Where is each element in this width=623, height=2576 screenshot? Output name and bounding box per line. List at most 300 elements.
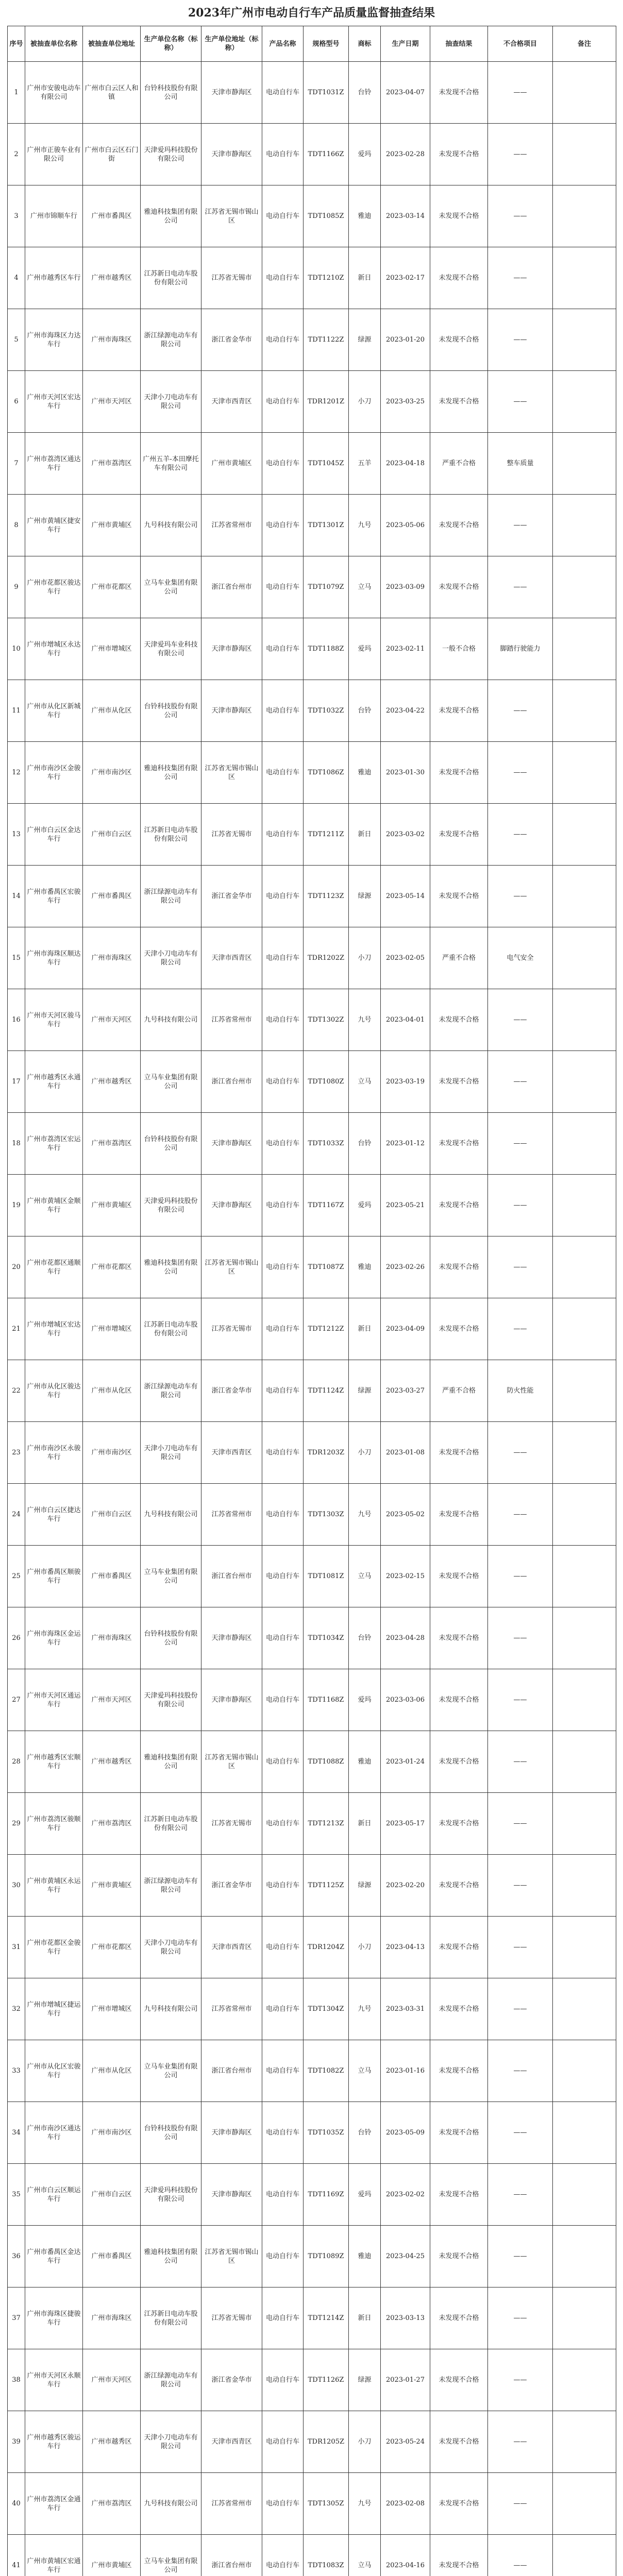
- table-cell: 20: [8, 1236, 25, 1298]
- table-cell: 天津市静海区: [201, 62, 262, 124]
- table-cell: 江苏省常州市: [201, 1978, 262, 2040]
- table-row: [8, 1978, 616, 2040]
- table-row: [8, 2411, 616, 2473]
- table-cell: 浙江绿源电动车有限公司: [141, 1360, 201, 1422]
- table-cell: TDT1126Z: [304, 2349, 349, 2411]
- table-cell: TDT1166Z: [304, 124, 349, 185]
- table-cell: 31: [8, 1917, 25, 1978]
- table-cell: 电动自行车: [262, 1360, 304, 1422]
- table-cell: TDT1188Z: [304, 618, 349, 680]
- table-cell: [553, 804, 616, 866]
- table-cell: 广州市白云区金达车行: [25, 804, 83, 866]
- table-cell: 电动自行车: [262, 2535, 304, 2576]
- table-cell: 电动自行车: [262, 62, 304, 124]
- table-cell: 36: [8, 2226, 25, 2287]
- table-cell: 广州市南沙区永骏车行: [25, 1422, 83, 1484]
- table-cell: 天津爱玛车业科技有限公司: [141, 618, 201, 680]
- table-cell: TDT1034Z: [304, 1607, 349, 1669]
- table-cell: ——: [488, 2349, 553, 2411]
- table-cell: [553, 2349, 616, 2411]
- table-cell: 天津小刀电动车有限公司: [141, 371, 201, 433]
- table-row: [8, 556, 616, 618]
- table-cell: 电动自行车: [262, 433, 304, 495]
- table-cell: 江苏省无锡市: [201, 2287, 262, 2349]
- table-cell: 广州市黄埔区: [83, 2535, 141, 2576]
- table-cell: 广州市南沙区通达车行: [25, 2102, 83, 2164]
- table-cell: 广州市从化区: [83, 680, 141, 742]
- table-cell: [553, 2040, 616, 2102]
- table-cell: [553, 1669, 616, 1731]
- table-cell: 五羊: [349, 433, 381, 495]
- table-cell: TDT1035Z: [304, 2102, 349, 2164]
- table-cell: 2023-05-24: [381, 2411, 430, 2473]
- header-cell: 生产单位地址（标称）: [201, 26, 262, 62]
- table-cell: TDT1212Z: [304, 1298, 349, 1360]
- table-cell: 雅迪: [349, 2226, 381, 2287]
- table-cell: 2023-04-28: [381, 1607, 430, 1669]
- table-cell: 雅迪科技集团有限公司: [141, 742, 201, 804]
- table-cell: 2023-03-13: [381, 2287, 430, 2349]
- table-cell: 电动自行车: [262, 866, 304, 927]
- table-cell: [553, 1051, 616, 1113]
- table-cell: ——: [488, 2102, 553, 2164]
- table-cell: 广州市番禺区金达车行: [25, 2226, 83, 2287]
- table-cell: 广州市荔湾区宏运车行: [25, 1113, 83, 1175]
- table-cell: 未发现不合格: [430, 680, 488, 742]
- table-cell: [553, 124, 616, 185]
- table-cell: 浙江省台州市: [201, 556, 262, 618]
- table-cell: 未发现不合格: [430, 1484, 488, 1546]
- table-cell: [553, 1298, 616, 1360]
- table-cell: 2023-03-14: [381, 185, 430, 247]
- table-cell: 浙江绿源电动车有限公司: [141, 1855, 201, 1917]
- table-cell: 广州市天河区宏达车行: [25, 371, 83, 433]
- table-cell: 电动自行车: [262, 1978, 304, 2040]
- table-cell: 未发现不合格: [430, 247, 488, 309]
- table-cell: 未发现不合格: [430, 989, 488, 1051]
- table-cell: 电动自行车: [262, 495, 304, 556]
- table-cell: 2023-03-06: [381, 1669, 430, 1731]
- table-cell: ——: [488, 495, 553, 556]
- table-cell: TDT1168Z: [304, 1669, 349, 1731]
- table-cell: 九号科技有限公司: [141, 2473, 201, 2535]
- table-cell: 立马车业集团有限公司: [141, 2040, 201, 2102]
- table-row: [8, 1917, 616, 1978]
- table-row: [8, 2102, 616, 2164]
- table-cell: ——: [488, 62, 553, 124]
- table-cell: ——: [488, 1917, 553, 1978]
- table-cell: 广州市天河区: [83, 2349, 141, 2411]
- table-row: [8, 2287, 616, 2349]
- table-row: [8, 1546, 616, 1607]
- table-cell: 电动自行车: [262, 309, 304, 371]
- table-cell: 广州市从化区骏达车行: [25, 1360, 83, 1422]
- table-cell: 立马车业集团有限公司: [141, 2535, 201, 2576]
- table-row: [8, 1855, 616, 1917]
- table-cell: 天津市静海区: [201, 1607, 262, 1669]
- table-cell: 天津爱玛科技股份有限公司: [141, 124, 201, 185]
- table-cell: 天津市静海区: [201, 124, 262, 185]
- table-cell: ——: [488, 309, 553, 371]
- table-cell: [553, 866, 616, 927]
- table-cell: 绿源: [349, 866, 381, 927]
- table-cell: 电动自行车: [262, 1484, 304, 1546]
- table-cell: 电动自行车: [262, 2040, 304, 2102]
- table-cell: [553, 2535, 616, 2576]
- table-cell: 广州市从化区: [83, 1360, 141, 1422]
- table-cell: 台铃: [349, 62, 381, 124]
- header-cell: 商标: [349, 26, 381, 62]
- table-cell: 九号: [349, 495, 381, 556]
- table-cell: 电动自行车: [262, 1422, 304, 1484]
- table-cell: 5: [8, 309, 25, 371]
- table-cell: 广州市天河区永顺车行: [25, 2349, 83, 2411]
- table-row: [8, 1298, 616, 1360]
- table-cell: 广州市越秀区骏运车行: [25, 2411, 83, 2473]
- table-cell: 新日: [349, 2287, 381, 2349]
- table-row: [8, 495, 616, 556]
- table-cell: 江苏省无锡市: [201, 1793, 262, 1855]
- table-cell: 江苏省无锡市锡山区: [201, 1236, 262, 1298]
- table-cell: ——: [488, 1236, 553, 1298]
- table-row: [8, 804, 616, 866]
- table-cell: 2023-01-16: [381, 2040, 430, 2102]
- table-cell: 立马车业集团有限公司: [141, 1051, 201, 1113]
- table-cell: 2023-03-25: [381, 371, 430, 433]
- table-row: [8, 2226, 616, 2287]
- table-cell: 江苏省无锡市: [201, 1298, 262, 1360]
- table-cell: 浙江绿源电动车有限公司: [141, 2349, 201, 2411]
- table-cell: ——: [488, 804, 553, 866]
- table-cell: 电动自行车: [262, 2102, 304, 2164]
- table-cell: 江苏省无锡市锡山区: [201, 185, 262, 247]
- table-cell: 台铃: [349, 680, 381, 742]
- table-cell: 广州市锦顺车行: [25, 185, 83, 247]
- table-cell: [553, 1175, 616, 1236]
- table-cell: ——: [488, 185, 553, 247]
- table-cell: 小刀: [349, 371, 381, 433]
- table-cell: 未发现不合格: [430, 2164, 488, 2226]
- table-cell: [553, 927, 616, 989]
- table-cell: ——: [488, 1669, 553, 1731]
- table-cell: 电动自行车: [262, 371, 304, 433]
- table-cell: [553, 1236, 616, 1298]
- table-cell: 6: [8, 371, 25, 433]
- table-cell: 广州市从化区新城车行: [25, 680, 83, 742]
- table-cell: 未发现不合格: [430, 1607, 488, 1669]
- header-cell: 规格型号: [304, 26, 349, 62]
- table-cell: 2023-02-20: [381, 1855, 430, 1917]
- table-cell: 未发现不合格: [430, 185, 488, 247]
- table-cell: 广州市增城区: [83, 618, 141, 680]
- table-cell: 电动自行车: [262, 804, 304, 866]
- table-cell: 台铃科技股份有限公司: [141, 62, 201, 124]
- table-cell: 电动自行车: [262, 556, 304, 618]
- table-cell: 2023-05-09: [381, 2102, 430, 2164]
- table-row: [8, 1731, 616, 1793]
- table-cell: 广州市黄埔区: [83, 1175, 141, 1236]
- table-cell: 2023-05-17: [381, 1793, 430, 1855]
- table-cell: 2023-04-09: [381, 1298, 430, 1360]
- table-cell: 九号科技有限公司: [141, 495, 201, 556]
- table-cell: 电动自行车: [262, 1607, 304, 1669]
- table-cell: 新日: [349, 1298, 381, 1360]
- table-cell: ——: [488, 556, 553, 618]
- table-cell: 未发现不合格: [430, 124, 488, 185]
- table-cell: 广州市黄埔区金顺车行: [25, 1175, 83, 1236]
- table-cell: 未发现不合格: [430, 1978, 488, 2040]
- table-cell: 浙江绿源电动车有限公司: [141, 309, 201, 371]
- table-cell: 浙江省金华市: [201, 2349, 262, 2411]
- table-cell: 广州市荔湾区: [83, 433, 141, 495]
- table-cell: 13: [8, 804, 25, 866]
- table-cell: TDT1169Z: [304, 2164, 349, 2226]
- table-cell: ——: [488, 1793, 553, 1855]
- table-cell: 电动自行车: [262, 742, 304, 804]
- table-cell: TDR1203Z: [304, 1422, 349, 1484]
- table-cell: 江苏新日电动车股份有限公司: [141, 247, 201, 309]
- table-cell: 脚踏行驶能力: [488, 618, 553, 680]
- table-cell: [553, 62, 616, 124]
- table-cell: 雅迪: [349, 1236, 381, 1298]
- table-cell: 30: [8, 1855, 25, 1917]
- header-cell: 被抽查单位名称: [25, 26, 83, 62]
- table-cell: 广州市南沙区: [83, 1422, 141, 1484]
- table-row: [8, 1793, 616, 1855]
- table-cell: 26: [8, 1607, 25, 1669]
- table-cell: ——: [488, 1607, 553, 1669]
- table-cell: ——: [488, 2473, 553, 2535]
- table-cell: 2023-01-30: [381, 742, 430, 804]
- table-cell: 2023-03-09: [381, 556, 430, 618]
- table-cell: 浙江省金华市: [201, 309, 262, 371]
- table-row: [8, 2535, 616, 2576]
- table-cell: 江苏新日电动车股份有限公司: [141, 1298, 201, 1360]
- table-cell: 浙江绿源电动车有限公司: [141, 866, 201, 927]
- table-cell: 绿源: [349, 309, 381, 371]
- table-cell: 天津市静海区: [201, 1113, 262, 1175]
- table-cell: [553, 618, 616, 680]
- table-cell: 1: [8, 62, 25, 124]
- table-cell: [553, 1360, 616, 1422]
- table-cell: 雅迪: [349, 742, 381, 804]
- table-cell: 广州市番禺区: [83, 2226, 141, 2287]
- table-cell: 广州市花都区: [83, 556, 141, 618]
- table-cell: 广州市黄埔区捷安车行: [25, 495, 83, 556]
- table-cell: 广州市荔湾区: [83, 1793, 141, 1855]
- table-cell: 3: [8, 185, 25, 247]
- table-cell: 广州市从化区宏骏车行: [25, 2040, 83, 2102]
- table-cell: 广州市海珠区: [83, 1607, 141, 1669]
- table-cell: 未发现不合格: [430, 2287, 488, 2349]
- table-cell: 浙江省金华市: [201, 866, 262, 927]
- table-cell: 2023-04-22: [381, 680, 430, 742]
- table-cell: 未发现不合格: [430, 1546, 488, 1607]
- table-header-row: [8, 26, 616, 62]
- table-cell: TDT1122Z: [304, 309, 349, 371]
- table-cell: 未发现不合格: [430, 1855, 488, 1917]
- table-cell: 电动自行车: [262, 2226, 304, 2287]
- table-cell: 电动自行车: [262, 1855, 304, 1917]
- table-cell: 23: [8, 1422, 25, 1484]
- table-cell: [553, 1978, 616, 2040]
- table-cell: 2023-01-12: [381, 1113, 430, 1175]
- table-cell: 防火性能: [488, 1360, 553, 1422]
- table-cell: 电动自行车: [262, 1113, 304, 1175]
- table-cell: 39: [8, 2411, 25, 2473]
- table-cell: 广州市南沙区金骏车行: [25, 742, 83, 804]
- table-cell: ——: [488, 1422, 553, 1484]
- table-cell: 2023-04-16: [381, 2535, 430, 2576]
- table-cell: 2: [8, 124, 25, 185]
- table-cell: 电动自行车: [262, 680, 304, 742]
- table-cell: [553, 680, 616, 742]
- table-cell: 广州五羊-本田摩托车有限公司: [141, 433, 201, 495]
- table-cell: 爱玛: [349, 2164, 381, 2226]
- table-cell: 绿源: [349, 1360, 381, 1422]
- table-cell: 2023-02-08: [381, 2473, 430, 2535]
- table-cell: TDT1031Z: [304, 62, 349, 124]
- table-cell: 2023-04-01: [381, 989, 430, 1051]
- table-cell: 未发现不合格: [430, 2411, 488, 2473]
- table-cell: TDT1045Z: [304, 433, 349, 495]
- table-cell: 雅迪科技集团有限公司: [141, 2226, 201, 2287]
- header-cell: 备注: [553, 26, 616, 62]
- table-cell: 九号: [349, 1978, 381, 2040]
- table-cell: [553, 1484, 616, 1546]
- table-cell: TDT1083Z: [304, 2535, 349, 2576]
- table-row: [8, 1360, 616, 1422]
- table-cell: 2023-02-05: [381, 927, 430, 989]
- table-cell: 2023-04-25: [381, 2226, 430, 2287]
- header-cell: 不合格项目: [488, 26, 553, 62]
- table-cell: TDT1033Z: [304, 1113, 349, 1175]
- table-cell: ——: [488, 2411, 553, 2473]
- table-row: [8, 2349, 616, 2411]
- table-cell: 立马: [349, 2040, 381, 2102]
- table-cell: 小刀: [349, 1422, 381, 1484]
- table-cell: 2023-02-02: [381, 2164, 430, 2226]
- table-cell: 天津爱玛科技股份有限公司: [141, 1175, 201, 1236]
- table-cell: [553, 1731, 616, 1793]
- table-cell: 8: [8, 495, 25, 556]
- table-cell: 25: [8, 1546, 25, 1607]
- table-cell: 雅迪: [349, 1731, 381, 1793]
- table-cell: 天津小刀电动车有限公司: [141, 2411, 201, 2473]
- table-cell: ——: [488, 371, 553, 433]
- table-cell: 2023-05-21: [381, 1175, 430, 1236]
- table-cell: 台铃: [349, 1607, 381, 1669]
- table-cell: 未发现不合格: [430, 309, 488, 371]
- table-cell: 广州市增城区捷运车行: [25, 1978, 83, 2040]
- table-row: [8, 742, 616, 804]
- table-cell: 新日: [349, 1793, 381, 1855]
- table-cell: 电动自行车: [262, 1669, 304, 1731]
- table-cell: ——: [488, 989, 553, 1051]
- table-cell: TDT1088Z: [304, 1731, 349, 1793]
- table-cell: 22: [8, 1360, 25, 1422]
- table-cell: ——: [488, 1484, 553, 1546]
- table-cell: 雅迪: [349, 185, 381, 247]
- table-cell: 爱玛: [349, 124, 381, 185]
- table-cell: 浙江省台州市: [201, 1546, 262, 1607]
- table-cell: 立马车业集团有限公司: [141, 1546, 201, 1607]
- table-cell: 广州市正骏车业有限公司: [25, 124, 83, 185]
- table-cell: 广州市白云区: [83, 804, 141, 866]
- table-cell: ——: [488, 1298, 553, 1360]
- table-cell: 浙江省台州市: [201, 1051, 262, 1113]
- table-cell: 立马: [349, 556, 381, 618]
- table-cell: 广州市白云区: [83, 2164, 141, 2226]
- header-cell: 生产单位名称（标称）: [141, 26, 201, 62]
- table-row: [8, 433, 616, 495]
- table-cell: [553, 247, 616, 309]
- table-cell: 7: [8, 433, 25, 495]
- table-cell: 广州市黄埔区宏通车行: [25, 2535, 83, 2576]
- table-cell: 雅迪科技集团有限公司: [141, 1731, 201, 1793]
- table-cell: 电动自行车: [262, 1731, 304, 1793]
- table-cell: 16: [8, 989, 25, 1051]
- table-cell: ——: [488, 2040, 553, 2102]
- table-cell: 立马: [349, 2535, 381, 2576]
- table-cell: 电动自行车: [262, 1298, 304, 1360]
- table-cell: 2023-01-27: [381, 2349, 430, 2411]
- table-cell: 整车质量: [488, 433, 553, 495]
- table-cell: 广州市白云区: [83, 1484, 141, 1546]
- table-cell: 一般不合格: [430, 618, 488, 680]
- table-cell: 爱玛: [349, 1175, 381, 1236]
- table-cell: 江苏省无锡市: [201, 804, 262, 866]
- table-cell: 电动自行车: [262, 1236, 304, 1298]
- table-cell: 广州市海珠区: [83, 927, 141, 989]
- table-cell: 广州市花都区: [83, 1917, 141, 1978]
- table-cell: 未发现不合格: [430, 1113, 488, 1175]
- table-row: [8, 309, 616, 371]
- table-cell: 10: [8, 618, 25, 680]
- table-cell: 15: [8, 927, 25, 989]
- table-cell: 2023-01-24: [381, 1731, 430, 1793]
- table-cell: 4: [8, 247, 25, 309]
- table-cell: 严重不合格: [430, 433, 488, 495]
- table-cell: 天津市静海区: [201, 2164, 262, 2226]
- table-cell: 台铃: [349, 2102, 381, 2164]
- table-cell: TDT1089Z: [304, 2226, 349, 2287]
- table-cell: 电动自行车: [262, 1051, 304, 1113]
- table-cell: [553, 2164, 616, 2226]
- table-cell: TDT1081Z: [304, 1546, 349, 1607]
- table-cell: [553, 1113, 616, 1175]
- table-cell: 广州市花都区骏达车行: [25, 556, 83, 618]
- table-cell: 未发现不合格: [430, 2473, 488, 2535]
- table-cell: 广州市南沙区: [83, 2102, 141, 2164]
- table-cell: 浙江省金华市: [201, 1855, 262, 1917]
- table-cell: [553, 495, 616, 556]
- header-cell: 序号: [8, 26, 25, 62]
- table-cell: TDR1202Z: [304, 927, 349, 989]
- table-cell: 未发现不合格: [430, 2040, 488, 2102]
- table-row: [8, 1236, 616, 1298]
- table-cell: 广州市越秀区车行: [25, 247, 83, 309]
- table-cell: TDT1167Z: [304, 1175, 349, 1236]
- table-cell: 广州市番禺区顺骏车行: [25, 1546, 83, 1607]
- table-cell: 2023-01-08: [381, 1422, 430, 1484]
- table-cell: 浙江省台州市: [201, 2040, 262, 2102]
- table-cell: 立马: [349, 1051, 381, 1113]
- table-cell: 天津市静海区: [201, 2102, 262, 2164]
- table-row: [8, 124, 616, 185]
- table-cell: 立马车业集团有限公司: [141, 556, 201, 618]
- table-cell: [553, 2102, 616, 2164]
